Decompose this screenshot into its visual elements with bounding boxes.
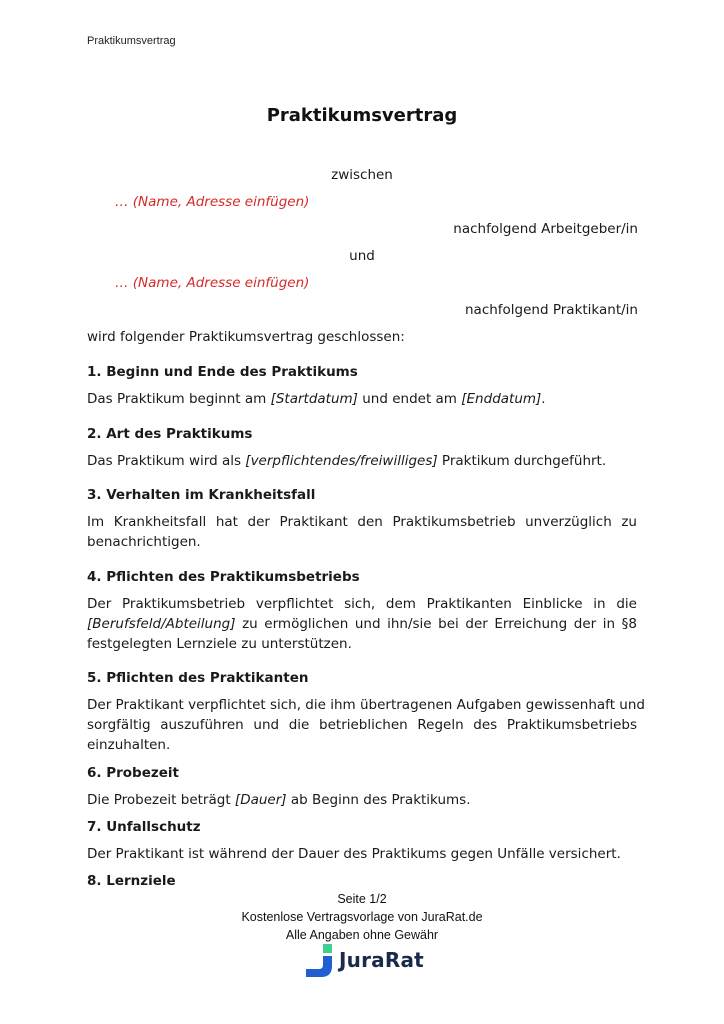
start-date-placeholder: [Startdatum] xyxy=(270,391,358,407)
section-3-heading: 3. Verhalten im Krankheitsfall xyxy=(87,487,316,503)
section-8-heading: 8. Lernziele xyxy=(87,873,176,889)
party1-placeholder: … (Name, Adresse einfügen) xyxy=(115,194,310,210)
section-6-text: Die Probezeit beträgt [Dauer] ab Beginn des Praktikums. xyxy=(87,792,471,808)
section-1-text: Das Praktikum beginnt am [Startdatum] und endet am [Enddatum]. xyxy=(87,391,546,407)
section-7-text: Der Praktikant ist während der Dauer des Praktikums gegen Unfälle versichert. xyxy=(87,846,621,862)
section-2-text: Das Praktikum wird als [verpflichtendes/freiwilliges] Praktikum durchgeführt. xyxy=(87,453,607,469)
page-number: Seite 1/2 xyxy=(337,892,387,906)
between-label: zwischen xyxy=(331,167,393,183)
section-4-text: Der Praktikumsbetrieb verpflichtet sich, dem Praktikanten Einblicke in die [Berufsfeld/Abteilung] zu ermöglichen und ihn/sie bei der Erreichung der in §8 festgelegten Lernziele zu unterstützen. xyxy=(87,596,637,652)
section-5-heading: 5. Pflichten des Praktikanten xyxy=(87,670,309,686)
section-5-text: Der Praktikant verpflichtet sich, die ihm übertragenen Aufgaben gewissenhaft und sorgfältig auszuführen und die betrieblichen Regeln des Praktikumsbetriebs einzuhalten. xyxy=(87,697,645,753)
party2-placeholder: … (Name, Adresse einfügen) xyxy=(115,275,310,291)
section-2-heading: 2. Art des Praktikums xyxy=(87,426,253,442)
section-4-heading: 4. Pflichten des Praktikumsbetriebs xyxy=(87,569,360,585)
concluded-sentence: wird folgender Praktikumsvertrag geschlossen: xyxy=(87,329,405,345)
running-header: Praktikumsvertrag xyxy=(87,35,176,47)
department-placeholder: [Berufsfeld/Abteilung] xyxy=(87,616,236,632)
and-label: und xyxy=(349,248,375,264)
section-7-heading: 7. Unfallschutz xyxy=(87,819,201,835)
party1-role: nachfolgend Arbeitgeber/in xyxy=(453,221,638,237)
internship-type-placeholder: [verpflichtendes/freiwilliges] xyxy=(245,453,438,469)
section-1-heading: 1. Beginn und Ende des Praktikums xyxy=(87,364,358,380)
jurarat-logo xyxy=(303,944,433,978)
duration-placeholder: [Dauer] xyxy=(234,792,287,808)
footer-source: Kostenlose Vertragsvorlage von JuraRat.de xyxy=(241,910,483,924)
party2-role: nachfolgend Praktikant/in xyxy=(464,302,638,318)
document-title: Praktikumsvertrag xyxy=(266,105,458,126)
end-date-placeholder: [Enddatum] xyxy=(461,391,542,407)
section-6-heading: 6. Probezeit xyxy=(87,765,179,781)
jurarat-logo-icon xyxy=(303,944,339,978)
footer-disclaimer: Alle Angaben ohne Gewähr xyxy=(285,928,439,942)
section-3-text: Im Krankheitsfall hat der Praktikant den Praktikumsbetrieb unverzüglich zu benachrichtigen. xyxy=(87,514,637,550)
logo-wordmark: JuraRat xyxy=(339,948,424,972)
